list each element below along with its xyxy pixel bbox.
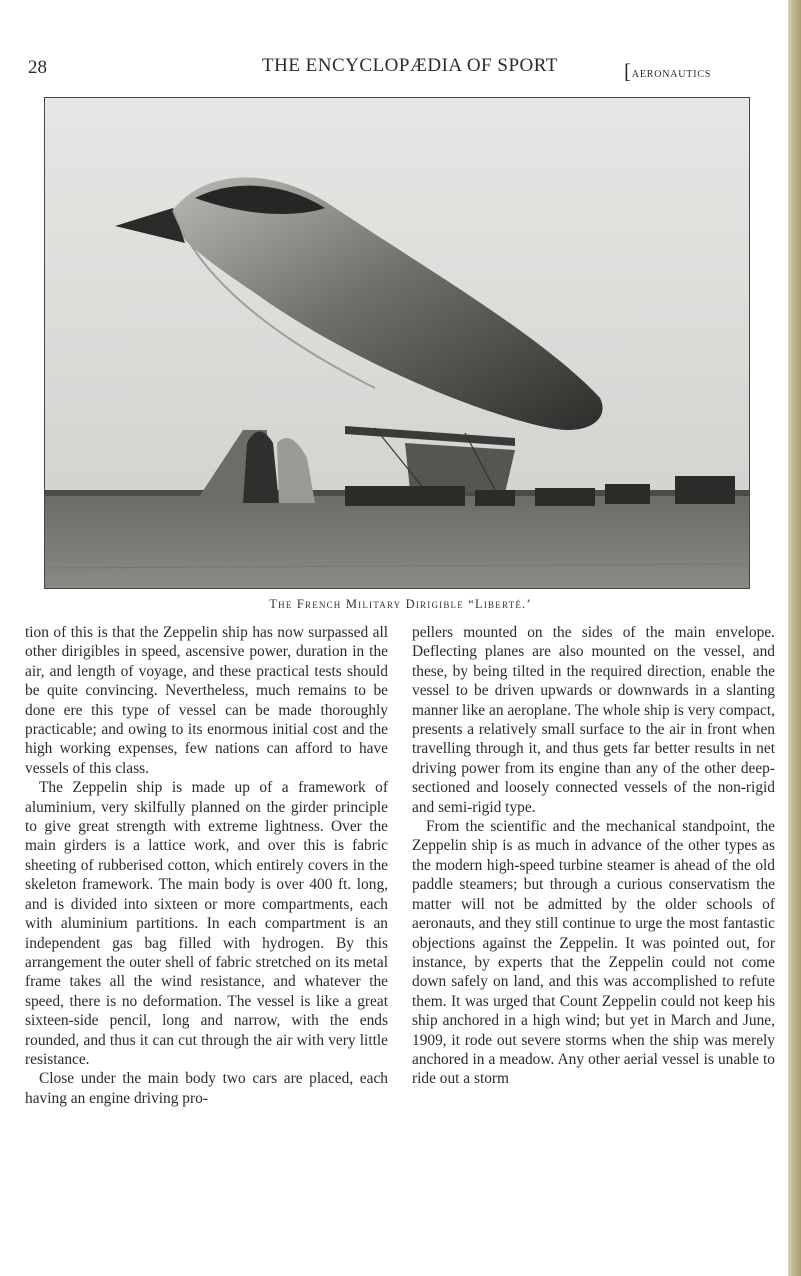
airship-illustration [45,98,749,588]
running-title: THE ENCYCLOPÆDIA OF SPORT [262,55,558,76]
field [45,494,749,588]
bracket-glyph: [ [624,59,632,83]
page-number: 28 [28,57,47,78]
paragraph: Close under the main body two cars are placed, each having an engine driving pro- [25,1070,388,1107]
text-column-right [412,623,775,1089]
paragraph: pellers mounted on the sides of the main envelope. Deflecting planes are also mounted on the vessel, and these, by being tilted in the required direction, enable the vessel to be driven upwards or downwards in a slanting manner like an aeroplane. The whole ship is very compact, presents a relatively small surface to the air in front when travelling through it, and thus gets far better results in net driving power from its engine than any of the other deep-sectioned and loosely connected vessels of the non-rigid and semi-rigid type. [412,624,775,816]
running-header [24,55,764,83]
airship-photograph [44,97,750,589]
text-column-left [25,623,388,1108]
section-name: aeronautics [631,66,712,81]
paragraph: From the scientific and the mechanical standpoint, the Zeppelin ship is as much in advance of the other types as the modern high-speed turbine steamer is ahead of the old paddle steamers; but through a curious conservatism the matter will not be admitted by the older schools of aeronauts, and they still continue to urge the most fantastic objections against the Zeppelin. It was pointed out, for instance, by experts that the Zeppelin could not come down safely on land, and this was accomplished to refute them. It was urged that Count Zeppelin could not keep his ship anchored in a high wind; but yet in March and June, 1909, it rode out severe storms when the ship was merely anchored in a meadow. Any other aerial vessel is unable to ride out a storm [412,818,775,1088]
page-edge [788,0,801,1276]
paragraph: tion of this is that the Zeppelin ship has now surpassed all other dirigibles in speed, ascensive power, duration in the air, and length of voyage, and these practical tests should be quite convincing. Nevertheless, much remains to be done ere this type of vessel can be made thoroughly practicable; and owing to its enormous initial cost and the high working expenses, few nations can afford to have vessels of this class. [25,624,388,777]
section-label [624,58,711,83]
paragraph: The Zeppelin ship is made up of a framework of aluminium, very skilfully planned on the girder principle to give great strength with extreme lightness. Over the main girders is a lattice work, and over this is fabric sheeting of rubberised cotton, which entirely covers in the skeleton framework. The main body is over 400 ft. long, and is divided into sixteen or more compartments, each with aluminium partitions. In each compartment is an independent gas bag filled with hydrogen. By this arrangement the outer shell of fabric stretched on its metal frame takes all the wind resistance, and whatever the speed, there is no deformation. The vessel is like a great sixteen-side pencil, long and narrow, with the ends rounded, and thus it can cut through the air with very little resistance. [25,779,388,1068]
figure-caption: The French Military Dirigible “Liberté.’ [269,597,532,611]
